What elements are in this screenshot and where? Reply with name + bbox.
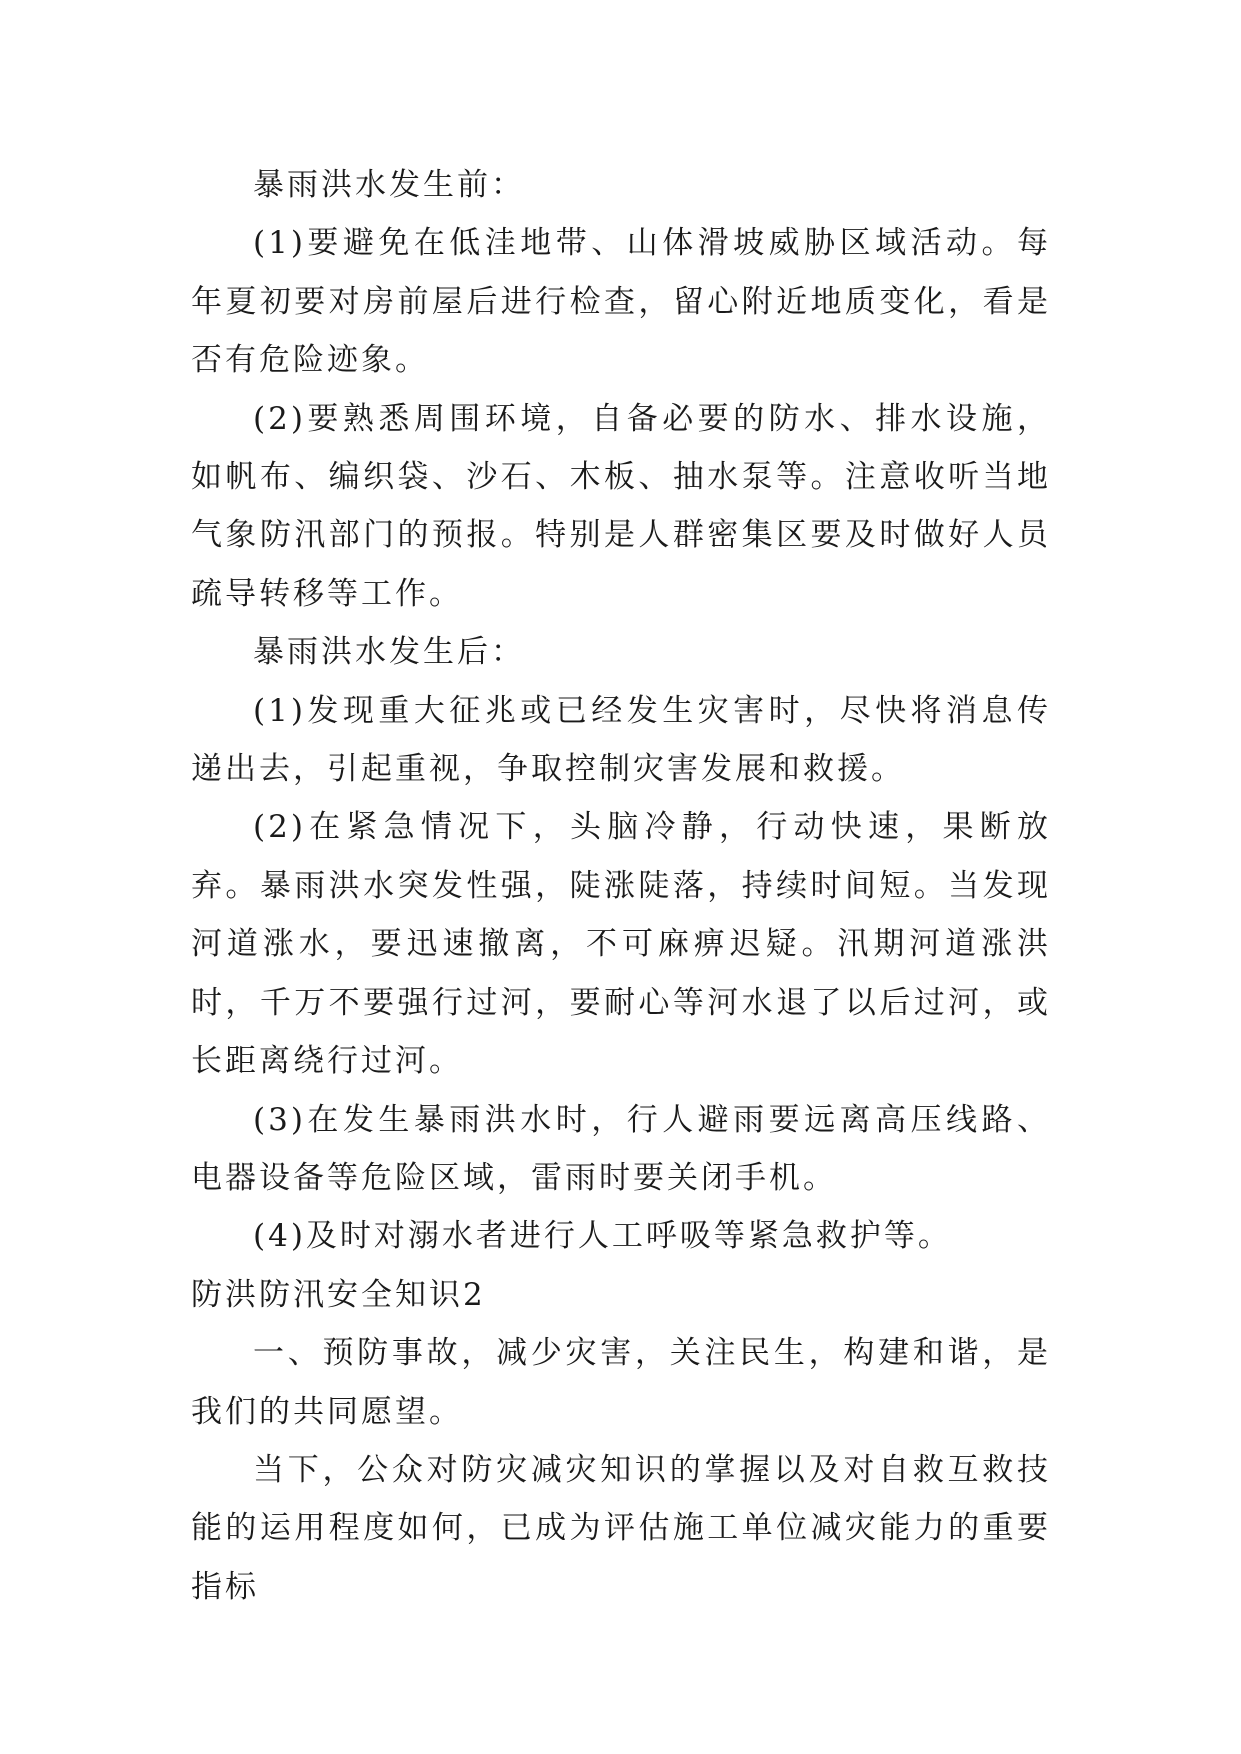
paragraph-after-1: (1)发现重大征兆或已经发生灾害时，尽快将消息传递出去，引起重视，争取控制灾害发展和救援。 [191,692,1051,788]
paragraph-before-1: (1)要避免在低洼地带、山体滑坡威胁区域活动。每年夏初要对房前屋后进行检查，留心附近地质变化，看是否有危险迹象。 [191,225,1051,379]
paragraph-after-2: (2)在紧急情况下，头脑冷静，行动快速，果断放弃。暴雨洪水突发性强，陡涨陡落，持续时间短。当发现河道涨水，要迅速撤离，不可麻痹迟疑。汛期河道涨洪时，千万不要强行过河，要耐心等河水退了以后过河，或长距离绕行过河。 [191,809,1051,1080]
document-body [191,156,1051,1616]
paragraph-after-3: (3)在发生暴雨洪水时，行人避雨要远离高压线路、电器设备等危险区域，雷雨时要关闭手机。 [191,1101,1051,1196]
paragraph-after-4: (4)及时对溺水者进行人工呼吸等紧急救护等。 [253,1218,952,1255]
paragraph-before-2: (2)要熟悉周围环境，自备必要的防水、排水设施，如帆布、编织袋、沙石、木板、抽水泵等。注意收听当地气象防汛部门的预报。特别是人群密集区要及时做好人员疏导转移等工作。 [191,400,1051,612]
paragraph-section-one: 一、预防事故，减少灾害，关注民生，构建和谐，是我们的共同愿望。 [191,1335,1051,1430]
paragraph-current-status: 当下，公众对防灾减灾知识的掌握以及对自救互救技能的运用程度如何，已成为评估施工单位减灾能力的重要指标 [191,1451,1051,1605]
article-title-2: 防洪防汛安全知识2 [191,1276,486,1313]
section-heading-after-flood: 暴雨洪水发生后： [253,634,525,671]
section-heading-before-flood: 暴雨洪水发生前： [253,167,525,203]
